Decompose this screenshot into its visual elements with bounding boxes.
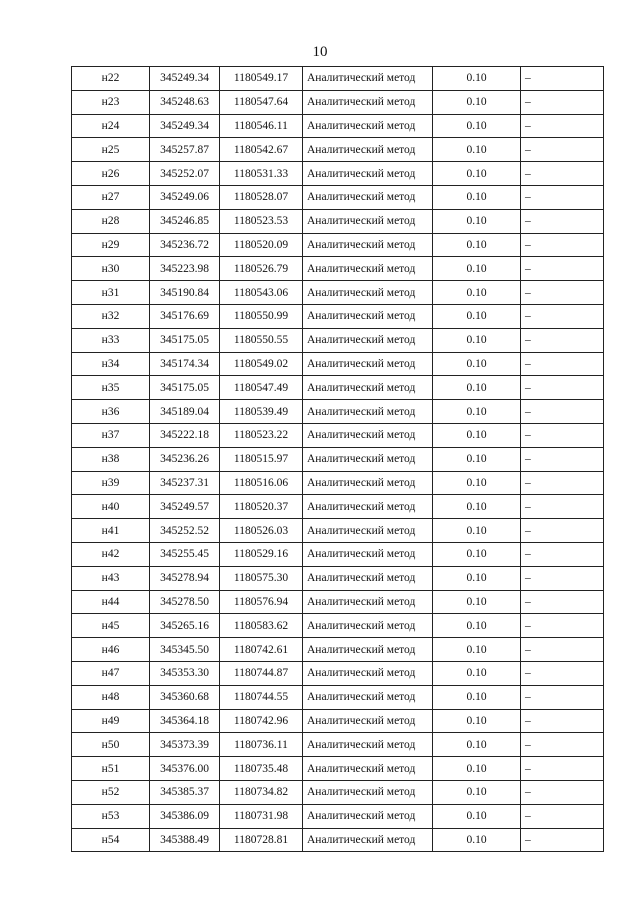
y-coordinate-cell: 1180736.11	[220, 733, 303, 757]
x-coordinate-cell: 345237.31	[150, 471, 220, 495]
point-id-cell: н45	[72, 614, 150, 638]
x-coordinate-cell: 345222.18	[150, 423, 220, 447]
table-row	[72, 590, 604, 614]
x-coordinate-cell: 345176.69	[150, 304, 220, 328]
point-id-cell: н41	[72, 519, 150, 543]
point-id-cell: н34	[72, 352, 150, 376]
x-coordinate-cell: 345223.98	[150, 257, 220, 281]
description-cell: –	[521, 709, 604, 733]
table-row	[72, 757, 604, 781]
table-row	[72, 495, 604, 519]
method-cell: Аналитический метод	[303, 328, 433, 352]
point-id-cell: н39	[72, 471, 150, 495]
description-cell: –	[521, 590, 604, 614]
description-cell: –	[521, 614, 604, 638]
y-coordinate-cell: 1180547.64	[220, 90, 303, 114]
accuracy-cell: 0.10	[433, 447, 521, 471]
method-cell: Аналитический метод	[303, 67, 433, 91]
method-cell: Аналитический метод	[303, 90, 433, 114]
point-id-cell: н44	[72, 590, 150, 614]
point-id-cell: н48	[72, 685, 150, 709]
x-coordinate-cell: 345257.87	[150, 138, 220, 162]
x-coordinate-cell: 345190.84	[150, 281, 220, 305]
y-coordinate-cell: 1180583.62	[220, 614, 303, 638]
method-cell: Аналитический метод	[303, 780, 433, 804]
table-row	[72, 352, 604, 376]
method-cell: Аналитический метод	[303, 733, 433, 757]
description-cell: –	[521, 495, 604, 519]
accuracy-cell: 0.10	[433, 233, 521, 257]
x-coordinate-cell: 345388.49	[150, 828, 220, 852]
method-cell: Аналитический метод	[303, 400, 433, 424]
method-cell: Аналитический метод	[303, 114, 433, 138]
y-coordinate-cell: 1180735.48	[220, 757, 303, 781]
accuracy-cell: 0.10	[433, 328, 521, 352]
point-id-cell: н52	[72, 780, 150, 804]
x-coordinate-cell: 345236.72	[150, 233, 220, 257]
description-cell: –	[521, 447, 604, 471]
description-cell: –	[521, 804, 604, 828]
point-id-cell: н42	[72, 542, 150, 566]
x-coordinate-cell: 345249.34	[150, 67, 220, 91]
table-row	[72, 281, 604, 305]
accuracy-cell: 0.10	[433, 209, 521, 233]
table-row	[72, 138, 604, 162]
y-coordinate-cell: 1180526.79	[220, 257, 303, 281]
description-cell: –	[521, 209, 604, 233]
x-coordinate-cell: 345364.18	[150, 709, 220, 733]
y-coordinate-cell: 1180542.67	[220, 138, 303, 162]
table-row	[72, 804, 604, 828]
x-coordinate-cell: 345249.57	[150, 495, 220, 519]
description-cell: –	[521, 376, 604, 400]
page-number: 10	[312, 44, 328, 60]
coordinates-table-body	[72, 67, 604, 852]
description-cell: –	[521, 352, 604, 376]
point-id-cell: н36	[72, 400, 150, 424]
method-cell: Аналитический метод	[303, 709, 433, 733]
point-id-cell: н53	[72, 804, 150, 828]
method-cell: Аналитический метод	[303, 661, 433, 685]
table-row	[72, 400, 604, 424]
y-coordinate-cell: 1180550.99	[220, 304, 303, 328]
x-coordinate-cell: 345385.37	[150, 780, 220, 804]
x-coordinate-cell: 345345.50	[150, 638, 220, 662]
y-coordinate-cell: 1180550.55	[220, 328, 303, 352]
y-coordinate-cell: 1180515.97	[220, 447, 303, 471]
point-id-cell: н46	[72, 638, 150, 662]
y-coordinate-cell: 1180728.81	[220, 828, 303, 852]
method-cell: Аналитический метод	[303, 162, 433, 186]
y-coordinate-cell: 1180539.49	[220, 400, 303, 424]
point-id-cell: н30	[72, 257, 150, 281]
method-cell: Аналитический метод	[303, 257, 433, 281]
y-coordinate-cell: 1180549.17	[220, 67, 303, 91]
table-row	[72, 423, 604, 447]
method-cell: Аналитический метод	[303, 685, 433, 709]
description-cell: –	[521, 828, 604, 852]
point-id-cell: н33	[72, 328, 150, 352]
y-coordinate-cell: 1180744.87	[220, 661, 303, 685]
point-id-cell: н49	[72, 709, 150, 733]
point-id-cell: н23	[72, 90, 150, 114]
accuracy-cell: 0.10	[433, 67, 521, 91]
table-row	[72, 376, 604, 400]
description-cell: –	[521, 757, 604, 781]
x-coordinate-cell: 345353.30	[150, 661, 220, 685]
description-cell: –	[521, 328, 604, 352]
y-coordinate-cell: 1180528.07	[220, 185, 303, 209]
y-coordinate-cell: 1180744.55	[220, 685, 303, 709]
point-id-cell: н50	[72, 733, 150, 757]
description-cell: –	[521, 67, 604, 91]
x-coordinate-cell: 345249.34	[150, 114, 220, 138]
method-cell: Аналитический метод	[303, 566, 433, 590]
accuracy-cell: 0.10	[433, 257, 521, 281]
method-cell: Аналитический метод	[303, 828, 433, 852]
method-cell: Аналитический метод	[303, 447, 433, 471]
y-coordinate-cell: 1180523.53	[220, 209, 303, 233]
point-id-cell: н54	[72, 828, 150, 852]
table-row	[72, 614, 604, 638]
point-id-cell: н29	[72, 233, 150, 257]
description-cell: –	[521, 566, 604, 590]
point-id-cell: н37	[72, 423, 150, 447]
accuracy-cell: 0.10	[433, 542, 521, 566]
method-cell: Аналитический метод	[303, 542, 433, 566]
accuracy-cell: 0.10	[433, 114, 521, 138]
x-coordinate-cell: 345278.50	[150, 590, 220, 614]
method-cell: Аналитический метод	[303, 233, 433, 257]
y-coordinate-cell: 1180520.37	[220, 495, 303, 519]
method-cell: Аналитический метод	[303, 804, 433, 828]
table-row	[72, 304, 604, 328]
description-cell: –	[521, 114, 604, 138]
method-cell: Аналитический метод	[303, 209, 433, 233]
description-cell: –	[521, 257, 604, 281]
y-coordinate-cell: 1180549.02	[220, 352, 303, 376]
description-cell: –	[521, 233, 604, 257]
point-id-cell: н22	[72, 67, 150, 91]
x-coordinate-cell: 345252.07	[150, 162, 220, 186]
accuracy-cell: 0.10	[433, 471, 521, 495]
x-coordinate-cell: 345236.26	[150, 447, 220, 471]
point-id-cell: н51	[72, 757, 150, 781]
description-cell: –	[521, 471, 604, 495]
description-cell: –	[521, 281, 604, 305]
method-cell: Аналитический метод	[303, 376, 433, 400]
y-coordinate-cell: 1180742.61	[220, 638, 303, 662]
y-coordinate-cell: 1180516.06	[220, 471, 303, 495]
accuracy-cell: 0.10	[433, 685, 521, 709]
accuracy-cell: 0.10	[433, 162, 521, 186]
description-cell: –	[521, 519, 604, 543]
method-cell: Аналитический метод	[303, 138, 433, 162]
accuracy-cell: 0.10	[433, 757, 521, 781]
x-coordinate-cell: 345246.85	[150, 209, 220, 233]
table-row	[72, 685, 604, 709]
table-row	[72, 67, 604, 91]
x-coordinate-cell: 345386.09	[150, 804, 220, 828]
point-id-cell: н47	[72, 661, 150, 685]
point-id-cell: н40	[72, 495, 150, 519]
accuracy-cell: 0.10	[433, 614, 521, 638]
table-row	[72, 733, 604, 757]
accuracy-cell: 0.10	[433, 138, 521, 162]
accuracy-cell: 0.10	[433, 709, 521, 733]
description-cell: –	[521, 638, 604, 662]
description-cell: –	[521, 780, 604, 804]
y-coordinate-cell: 1180742.96	[220, 709, 303, 733]
point-id-cell: н32	[72, 304, 150, 328]
table-row	[72, 780, 604, 804]
point-id-cell: н26	[72, 162, 150, 186]
method-cell: Аналитический метод	[303, 304, 433, 328]
x-coordinate-cell: 345189.04	[150, 400, 220, 424]
accuracy-cell: 0.10	[433, 638, 521, 662]
y-coordinate-cell: 1180731.98	[220, 804, 303, 828]
x-coordinate-cell: 345175.05	[150, 376, 220, 400]
table-row	[72, 709, 604, 733]
table-row	[72, 114, 604, 138]
method-cell: Аналитический метод	[303, 638, 433, 662]
description-cell: –	[521, 162, 604, 186]
x-coordinate-cell: 345249.06	[150, 185, 220, 209]
x-coordinate-cell: 345255.45	[150, 542, 220, 566]
table-row	[72, 828, 604, 852]
y-coordinate-cell: 1180529.16	[220, 542, 303, 566]
description-cell: –	[521, 138, 604, 162]
y-coordinate-cell: 1180523.22	[220, 423, 303, 447]
table-row	[72, 638, 604, 662]
accuracy-cell: 0.10	[433, 495, 521, 519]
description-cell: –	[521, 185, 604, 209]
accuracy-cell: 0.10	[433, 376, 521, 400]
coordinates-table	[71, 66, 604, 852]
x-coordinate-cell: 345376.00	[150, 757, 220, 781]
table-row	[72, 328, 604, 352]
x-coordinate-cell: 345265.16	[150, 614, 220, 638]
y-coordinate-cell: 1180575.30	[220, 566, 303, 590]
method-cell: Аналитический метод	[303, 495, 433, 519]
accuracy-cell: 0.10	[433, 828, 521, 852]
y-coordinate-cell: 1180531.33	[220, 162, 303, 186]
table-row	[72, 447, 604, 471]
y-coordinate-cell: 1180543.06	[220, 281, 303, 305]
table-row	[72, 209, 604, 233]
description-cell: –	[521, 685, 604, 709]
table-row	[72, 185, 604, 209]
accuracy-cell: 0.10	[433, 423, 521, 447]
x-coordinate-cell: 345373.39	[150, 733, 220, 757]
method-cell: Аналитический метод	[303, 614, 433, 638]
point-id-cell: н38	[72, 447, 150, 471]
method-cell: Аналитический метод	[303, 352, 433, 376]
accuracy-cell: 0.10	[433, 780, 521, 804]
method-cell: Аналитический метод	[303, 590, 433, 614]
y-coordinate-cell: 1180734.82	[220, 780, 303, 804]
accuracy-cell: 0.10	[433, 185, 521, 209]
table-row	[72, 661, 604, 685]
accuracy-cell: 0.10	[433, 590, 521, 614]
accuracy-cell: 0.10	[433, 733, 521, 757]
accuracy-cell: 0.10	[433, 90, 521, 114]
point-id-cell: н43	[72, 566, 150, 590]
x-coordinate-cell: 345278.94	[150, 566, 220, 590]
point-id-cell: н25	[72, 138, 150, 162]
description-cell: –	[521, 733, 604, 757]
accuracy-cell: 0.10	[433, 400, 521, 424]
point-id-cell: н31	[72, 281, 150, 305]
description-cell: –	[521, 423, 604, 447]
table-row	[72, 233, 604, 257]
y-coordinate-cell: 1180526.03	[220, 519, 303, 543]
x-coordinate-cell: 345360.68	[150, 685, 220, 709]
accuracy-cell: 0.10	[433, 661, 521, 685]
method-cell: Аналитический метод	[303, 423, 433, 447]
table-row	[72, 257, 604, 281]
method-cell: Аналитический метод	[303, 757, 433, 781]
y-coordinate-cell: 1180576.94	[220, 590, 303, 614]
y-coordinate-cell: 1180546.11	[220, 114, 303, 138]
method-cell: Аналитический метод	[303, 471, 433, 495]
table-row	[72, 566, 604, 590]
description-cell: –	[521, 661, 604, 685]
accuracy-cell: 0.10	[433, 519, 521, 543]
point-id-cell: н28	[72, 209, 150, 233]
x-coordinate-cell: 345175.05	[150, 328, 220, 352]
y-coordinate-cell: 1180547.49	[220, 376, 303, 400]
accuracy-cell: 0.10	[433, 281, 521, 305]
table-row	[72, 162, 604, 186]
description-cell: –	[521, 400, 604, 424]
accuracy-cell: 0.10	[433, 804, 521, 828]
point-id-cell: н24	[72, 114, 150, 138]
method-cell: Аналитический метод	[303, 519, 433, 543]
method-cell: Аналитический метод	[303, 185, 433, 209]
description-cell: –	[521, 304, 604, 328]
point-id-cell: н27	[72, 185, 150, 209]
description-cell: –	[521, 90, 604, 114]
x-coordinate-cell: 345174.34	[150, 352, 220, 376]
accuracy-cell: 0.10	[433, 566, 521, 590]
description-cell: –	[521, 542, 604, 566]
table-row	[72, 90, 604, 114]
x-coordinate-cell: 345248.63	[150, 90, 220, 114]
x-coordinate-cell: 345252.52	[150, 519, 220, 543]
accuracy-cell: 0.10	[433, 352, 521, 376]
y-coordinate-cell: 1180520.09	[220, 233, 303, 257]
point-id-cell: н35	[72, 376, 150, 400]
accuracy-cell: 0.10	[433, 304, 521, 328]
method-cell: Аналитический метод	[303, 281, 433, 305]
table-row	[72, 519, 604, 543]
table-row	[72, 471, 604, 495]
table-row	[72, 542, 604, 566]
